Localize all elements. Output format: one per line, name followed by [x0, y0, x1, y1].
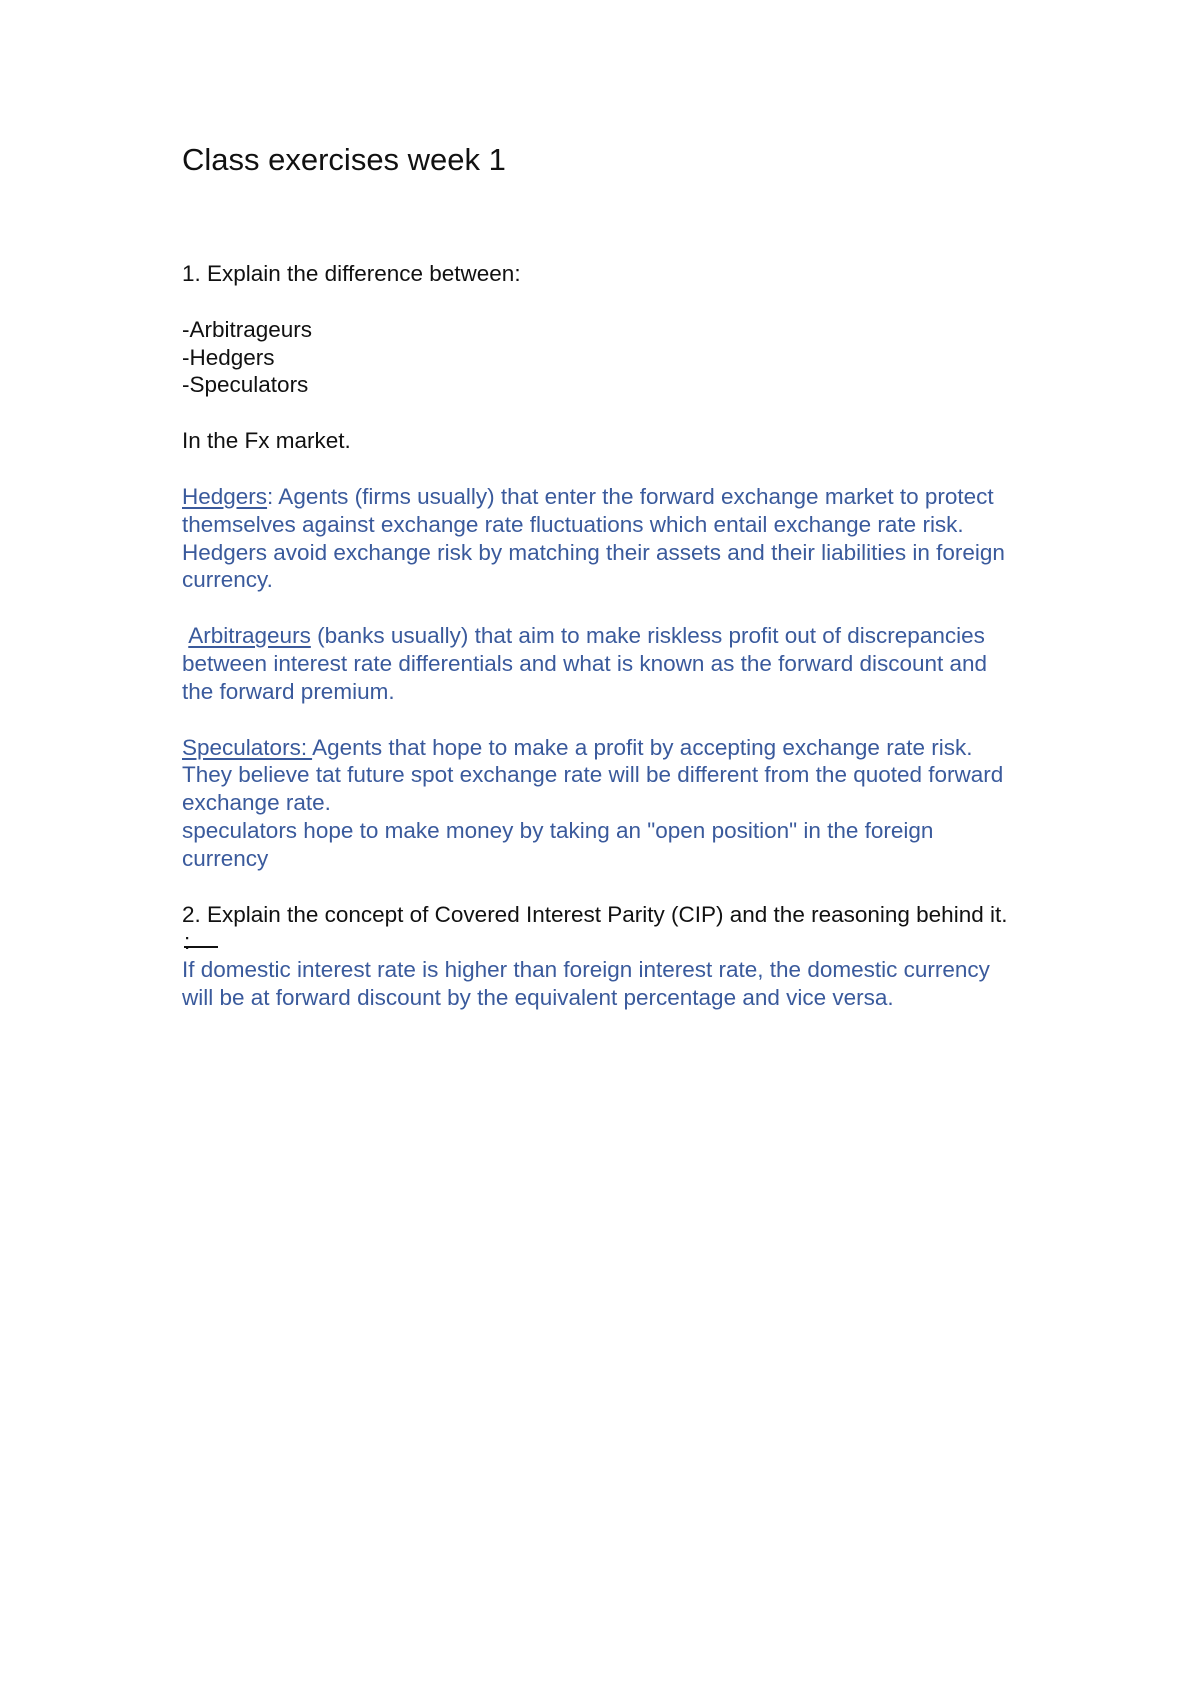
arbitrageurs-definition: (banks usually) that aim to make riskless profit out of discrepancies between interest rate differentials and what is known as the forward discount and the forward premium.	[182, 623, 988, 704]
blank-mark: :	[184, 929, 191, 955]
arbitrageurs-answer	[182, 622, 1022, 705]
cip-answer: If domestic interest rate is higher than foreign interest rate, the domestic currency will be at forward discount by the equivalent percentage and vice versa.	[182, 957, 990, 1010]
hedgers-answer	[182, 483, 1022, 539]
answer-blank	[184, 928, 218, 955]
spacer	[182, 873, 1022, 901]
list-item-hedgers: -Hedgers	[182, 344, 275, 370]
arbitrageurs-term: Arbitrageurs	[188, 623, 311, 649]
speculators-answer-extra: speculators hope to make money by taking an "open position" in the foreign currency	[182, 817, 934, 871]
hedgers-term: Hedgers	[182, 483, 268, 509]
spacer	[182, 288, 1022, 316]
spacer	[182, 455, 1022, 483]
hedgers-answer-extra: Hedgers avoid exchange risk by matching their assets and their liabilities in foreign currency.	[182, 539, 1005, 593]
spacer	[182, 399, 1022, 427]
question-2-text: 2. Explain the concept of Covered Interest Parity (CIP) and the reasoning behind it.	[182, 901, 1008, 927]
list-item-speculators: -Speculators	[182, 372, 309, 398]
spacer	[182, 594, 1022, 622]
speculators-answer	[182, 734, 1022, 817]
question-2-prompt	[182, 901, 1022, 957]
question-1-context: In the Fx market.	[182, 428, 351, 454]
question-1-prompt: 1. Explain the difference between:	[182, 261, 521, 286]
speculators-term: Speculators:	[182, 734, 313, 760]
speculators-definition: Agents that hope to make a profit by accepting exchange rate risk. They believe tat future spot exchange rate will be different from the quoted forward exchange rate.	[182, 734, 1004, 816]
document-content	[182, 140, 1022, 1012]
page-title: Class exercises week 1	[182, 142, 506, 177]
hedgers-definition: : Agents (firms usually) that enter the forward exchange market to protect themselves against exchange rate fluctuations which entail exchange rate risk.	[182, 483, 994, 537]
list-item-arbitrageurs: -Arbitrageurs	[182, 316, 313, 342]
spacer	[182, 706, 1022, 734]
